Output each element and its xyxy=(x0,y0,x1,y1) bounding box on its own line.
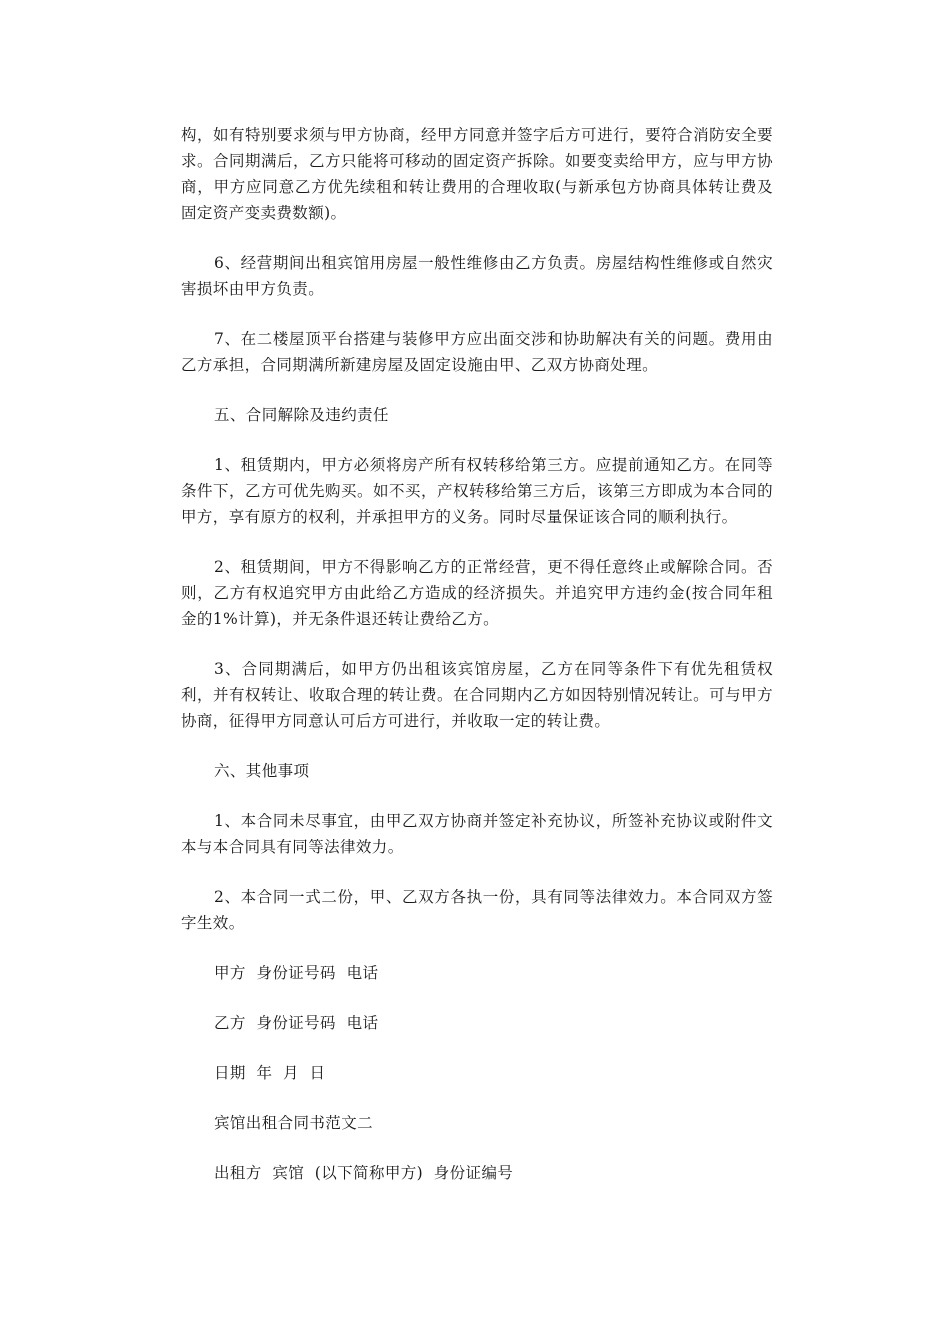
document-body xyxy=(181,122,773,1210)
paragraph-termination-2: 2、租赁期间，甲方不得影响乙方的正常经营，更不得任意终止或解除合同。否则，乙方有权追究甲方由此给乙方造成的经济损失。并追究甲方违约金(按合同年租金的1%计算)，并无条件退还转让费给乙方。 xyxy=(181,558,773,628)
signature-line-party-b: 乙方 身份证号码 电话 xyxy=(214,1014,379,1032)
date-line: 日期 年 月 日 xyxy=(214,1064,326,1082)
paragraph-other-2: 2、本合同一式二份，甲、乙双方各执一份，具有同等法律效力。本合同双方签字生效。 xyxy=(181,888,773,932)
paragraph-termination-1: 1、租赁期内，甲方必须将房产所有权转移给第三方。应提前通知乙方。在同等条件下，乙方可优先购买。如不买，产权转移给第三方后，该第三方即成为本合同的甲方，享有原方的权利，并承担甲方的义务。同时尽量保证该合同的顺利执行。 xyxy=(181,456,773,526)
paragraph-continued-clause: 构，如有特别要求须与甲方协商，经甲方同意并签字后方可进行，要符合消防安全要求。合同期满后，乙方只能将可移动的固定资产拆除。如要变卖给甲方，应与甲方协商，甲方应同意乙方优先续租和转让费用的合理收取(与新承包方协商具体转让费及固定资产变卖费数额)。 xyxy=(181,126,773,222)
section-heading-other-matters: 六、其他事项 xyxy=(214,762,310,780)
paragraph-clause-7: 7、在二楼屋顶平台搭建与装修甲方应出面交涉和协助解决有关的问题。费用由乙方承担，合同期满所新建房屋及固定设施由甲、乙双方协商处理。 xyxy=(181,330,773,374)
paragraph-termination-3: 3、合同期满后，如甲方仍出租该宾馆房屋，乙方在同等条件下有优先租赁权利，并有权转让、收取合理的转让费。在合同期内乙方如因特别情况转让。可与甲方协商，征得甲方同意认可后方可进行，并收取一定的转让费。 xyxy=(181,660,773,730)
signature-line-party-a: 甲方 身份证号码 电话 xyxy=(214,964,379,982)
section-heading-termination: 五、合同解除及违约责任 xyxy=(214,406,389,424)
paragraph-clause-6: 6、经营期间出租宾馆用房屋一般性维修由乙方负责。房屋结构性维修或自然灾害损坏由甲方负责。 xyxy=(181,254,773,298)
lessor-line: 出租方 宾馆 (以下简称甲方) 身份证编号 xyxy=(214,1164,514,1182)
sample-title-two: 宾馆出租合同书范文二 xyxy=(214,1114,374,1132)
paragraph-other-1: 1、本合同未尽事宜，由甲乙双方协商并签定补充协议，所签补充协议或附件文本与本合同具有同等法律效力。 xyxy=(181,812,773,856)
